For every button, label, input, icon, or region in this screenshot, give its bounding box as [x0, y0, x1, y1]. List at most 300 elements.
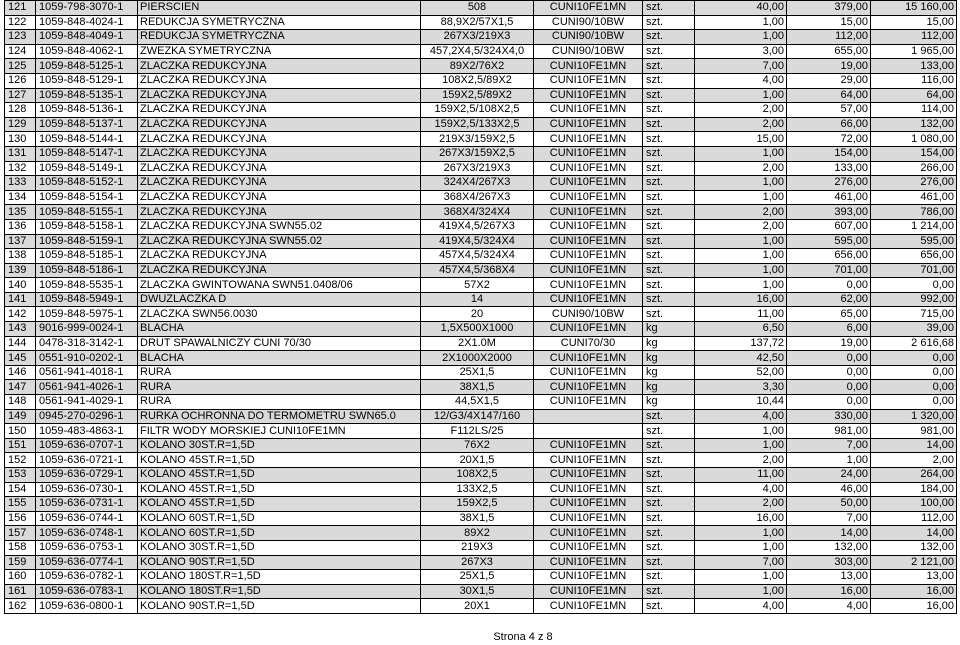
unit-price-cell: 72,00	[787, 132, 871, 147]
table-row	[5, 511, 957, 526]
item-name-cell: ZLACZKA REDUKCYJNA	[138, 205, 421, 220]
unit-cell: szt.	[643, 117, 695, 132]
total-value-cell: 701,00	[871, 263, 957, 278]
item-name-cell: RURA	[138, 395, 421, 410]
quantity-cell: 2,00	[695, 497, 787, 512]
material-cell: CUNI10FE1MN	[534, 234, 643, 249]
item-code-cell: 1059-848-5149-1	[36, 161, 138, 176]
quantity-cell: 1,00	[695, 278, 787, 293]
unit-cell: szt.	[643, 540, 695, 555]
total-value-cell: 0,00	[871, 395, 957, 410]
table-row	[5, 526, 957, 541]
dimensions-cell: 219X3/159X2,5	[421, 132, 534, 147]
quantity-cell: 1,00	[695, 249, 787, 264]
item-code-cell: 1059-636-0774-1	[36, 555, 138, 570]
dimensions-cell: 25X1,5	[421, 365, 534, 380]
item-name-cell: KOLANO 45ST.R=1,5D	[138, 482, 421, 497]
unit-price-cell: 0,00	[787, 351, 871, 366]
table-row	[5, 73, 957, 88]
item-code-cell: 0551-910-0202-1	[36, 351, 138, 366]
unit-price-cell: 14,00	[787, 526, 871, 541]
item-code-cell: 1059-848-5154-1	[36, 190, 138, 205]
material-cell: CUNI10FE1MN	[534, 278, 643, 293]
material-cell: CUNI10FE1MN	[534, 176, 643, 191]
dimensions-cell: 76X2	[421, 438, 534, 453]
unit-cell: szt.	[643, 526, 695, 541]
dimensions-cell: 368X4/324X4	[421, 205, 534, 220]
row-number-cell: 150	[5, 424, 36, 439]
row-number-cell: 156	[5, 511, 36, 526]
dimensions-cell: 14	[421, 292, 534, 307]
item-name-cell: ZLACZKA REDUKCYJNA SWN55.02	[138, 234, 421, 249]
table-row	[5, 278, 957, 293]
dimensions-cell: 219X3	[421, 540, 534, 555]
total-value-cell: 656,00	[871, 249, 957, 264]
table-row	[5, 351, 957, 366]
unit-price-cell: 24,00	[787, 468, 871, 483]
unit-cell: szt.	[643, 219, 695, 234]
material-cell: CUNI10FE1MN	[534, 380, 643, 395]
total-value-cell: 116,00	[871, 73, 957, 88]
unit-cell: szt.	[643, 409, 695, 424]
unit-cell: szt.	[643, 15, 695, 30]
total-value-cell: 112,00	[871, 511, 957, 526]
table-row	[5, 263, 957, 278]
table-row	[5, 570, 957, 585]
total-value-cell: 15,00	[871, 15, 957, 30]
table-row	[5, 438, 957, 453]
unit-cell: szt.	[643, 453, 695, 468]
unit-cell: szt.	[643, 278, 695, 293]
total-value-cell: 2 616,68	[871, 336, 957, 351]
unit-cell: szt.	[643, 584, 695, 599]
quantity-cell: 2,00	[695, 161, 787, 176]
item-name-cell: BLACHA	[138, 322, 421, 337]
item-code-cell: 1059-848-5136-1	[36, 103, 138, 118]
unit-price-cell: 303,00	[787, 555, 871, 570]
unit-price-cell: 57,00	[787, 103, 871, 118]
total-value-cell: 0,00	[871, 278, 957, 293]
table-row	[5, 146, 957, 161]
row-number-cell: 140	[5, 278, 36, 293]
unit-cell: szt.	[643, 59, 695, 74]
table-row	[5, 555, 957, 570]
quantity-cell: 3,00	[695, 44, 787, 59]
unit-price-cell: 16,00	[787, 584, 871, 599]
item-code-cell: 1059-848-5949-1	[36, 292, 138, 307]
quantity-cell: 15,00	[695, 132, 787, 147]
unit-cell: szt.	[643, 73, 695, 88]
material-cell: CUNI90/10BW	[534, 44, 643, 59]
item-name-cell: KOLANO 180ST.R=1,5D	[138, 584, 421, 599]
total-value-cell: 114,00	[871, 103, 957, 118]
item-code-cell: 1059-636-0729-1	[36, 468, 138, 483]
unit-price-cell: 154,00	[787, 146, 871, 161]
quantity-cell: 137,72	[695, 336, 787, 351]
quantity-cell: 2,00	[695, 205, 787, 220]
table-row	[5, 219, 957, 234]
table-row	[5, 117, 957, 132]
unit-cell: kg	[643, 380, 695, 395]
row-number-cell: 136	[5, 219, 36, 234]
material-cell: CUNI10FE1MN	[534, 599, 643, 614]
dimensions-cell: 267X3/219X3	[421, 161, 534, 176]
total-value-cell: 992,00	[871, 292, 957, 307]
item-code-cell: 1059-636-0783-1	[36, 584, 138, 599]
unit-price-cell: 981,00	[787, 424, 871, 439]
item-name-cell: ZLACZKA REDUKCYJNA	[138, 249, 421, 264]
quantity-cell: 11,00	[695, 468, 787, 483]
row-number-cell: 124	[5, 44, 36, 59]
material-cell: CUNI10FE1MN	[534, 59, 643, 74]
unit-price-cell: 393,00	[787, 205, 871, 220]
unit-cell: szt.	[643, 424, 695, 439]
quantity-cell: 16,00	[695, 292, 787, 307]
row-number-cell: 128	[5, 103, 36, 118]
material-cell: CUNI10FE1MN	[534, 365, 643, 380]
item-code-cell: 0478-318-3142-1	[36, 336, 138, 351]
unit-price-cell: 66,00	[787, 117, 871, 132]
quantity-cell: 2,00	[695, 103, 787, 118]
table-row	[5, 30, 957, 45]
unit-cell: szt.	[643, 570, 695, 585]
item-name-cell: ZLACZKA REDUKCYJNA	[138, 132, 421, 147]
material-cell: CUNI10FE1MN	[534, 395, 643, 410]
quantity-cell: 7,00	[695, 555, 787, 570]
material-cell: CUNI10FE1MN	[534, 482, 643, 497]
quantity-cell: 4,00	[695, 482, 787, 497]
item-name-cell: KOLANO 45ST.R=1,5D	[138, 497, 421, 512]
item-name-cell: KOLANO 60ST.R=1,5D	[138, 511, 421, 526]
material-cell: CUNI10FE1MN	[534, 249, 643, 264]
items-table	[4, 0, 957, 614]
dimensions-cell: 20X1,5	[421, 453, 534, 468]
unit-price-cell: 0,00	[787, 278, 871, 293]
unit-cell: kg	[643, 395, 695, 410]
unit-price-cell: 112,00	[787, 30, 871, 45]
table-row	[5, 584, 957, 599]
unit-cell: szt.	[643, 146, 695, 161]
unit-price-cell: 62,00	[787, 292, 871, 307]
item-name-cell: RURKA OCHRONNA DO TERMOMETRU SWN65.0	[138, 409, 421, 424]
unit-price-cell: 50,00	[787, 497, 871, 512]
row-number-cell: 143	[5, 322, 36, 337]
dimensions-cell: 38X1,5	[421, 511, 534, 526]
total-value-cell: 112,00	[871, 30, 957, 45]
total-value-cell: 715,00	[871, 307, 957, 322]
table-row	[5, 365, 957, 380]
dimensions-cell: 89X2	[421, 526, 534, 541]
dimensions-cell: 267X3/159X2,5	[421, 146, 534, 161]
quantity-cell: 1,00	[695, 584, 787, 599]
table-row	[5, 44, 957, 59]
row-number-cell: 131	[5, 146, 36, 161]
row-number-cell: 148	[5, 395, 36, 410]
total-value-cell: 266,00	[871, 161, 957, 176]
total-value-cell: 39,00	[871, 322, 957, 337]
quantity-cell: 10,44	[695, 395, 787, 410]
unit-cell: szt.	[643, 263, 695, 278]
item-code-cell: 1059-636-0782-1	[36, 570, 138, 585]
unit-price-cell: 655,00	[787, 44, 871, 59]
table-row	[5, 103, 957, 118]
unit-cell: szt.	[643, 307, 695, 322]
item-code-cell: 1059-636-0748-1	[36, 526, 138, 541]
item-code-cell: 1059-848-5137-1	[36, 117, 138, 132]
total-value-cell: 2,00	[871, 453, 957, 468]
item-name-cell: ZWEZKA SYMETRYCZNA	[138, 44, 421, 59]
item-code-cell: 1059-848-5129-1	[36, 73, 138, 88]
dimensions-cell: 457,2X4,5/324X4,0	[421, 44, 534, 59]
row-number-cell: 155	[5, 497, 36, 512]
row-number-cell: 127	[5, 88, 36, 103]
unit-price-cell: 65,00	[787, 307, 871, 322]
row-number-cell: 158	[5, 540, 36, 555]
item-name-cell: KOLANO 30ST.R=1,5D	[138, 438, 421, 453]
item-name-cell: ZLACZKA SWN56.0030	[138, 307, 421, 322]
row-number-cell: 121	[5, 1, 36, 16]
row-number-cell: 137	[5, 234, 36, 249]
total-value-cell: 14,00	[871, 438, 957, 453]
row-number-cell: 154	[5, 482, 36, 497]
table-row	[5, 395, 957, 410]
table-row	[5, 249, 957, 264]
item-name-cell: ZLACZKA REDUKCYJNA	[138, 59, 421, 74]
table-row	[5, 234, 957, 249]
row-number-cell: 134	[5, 190, 36, 205]
unit-price-cell: 0,00	[787, 380, 871, 395]
unit-price-cell: 461,00	[787, 190, 871, 205]
item-name-cell: ZLACZKA REDUKCYJNA	[138, 73, 421, 88]
item-code-cell: 1059-848-5152-1	[36, 176, 138, 191]
table-row	[5, 424, 957, 439]
dimensions-cell: 25X1,5	[421, 570, 534, 585]
total-value-cell: 132,00	[871, 540, 957, 555]
item-code-cell: 1059-798-3070-1	[36, 1, 138, 16]
quantity-cell: 6,50	[695, 322, 787, 337]
material-cell: CUNI10FE1MN	[534, 73, 643, 88]
quantity-cell: 42,50	[695, 351, 787, 366]
row-number-cell: 146	[5, 365, 36, 380]
row-number-cell: 153	[5, 468, 36, 483]
dimensions-cell: 89X2/76X2	[421, 59, 534, 74]
total-value-cell: 64,00	[871, 88, 957, 103]
quantity-cell: 1,00	[695, 15, 787, 30]
table-row	[5, 380, 957, 395]
total-value-cell: 1 080,00	[871, 132, 957, 147]
table-row	[5, 540, 957, 555]
material-cell	[534, 409, 643, 424]
unit-cell: szt.	[643, 30, 695, 45]
quantity-cell: 2,00	[695, 219, 787, 234]
item-code-cell: 1059-636-0800-1	[36, 599, 138, 614]
quantity-cell: 1,00	[695, 438, 787, 453]
material-cell: CUNI10FE1MN	[534, 219, 643, 234]
quantity-cell: 1,00	[695, 88, 787, 103]
unit-price-cell: 7,00	[787, 438, 871, 453]
material-cell: CUNI10FE1MN	[534, 497, 643, 512]
total-value-cell: 2 121,00	[871, 555, 957, 570]
table-row	[5, 15, 957, 30]
item-code-cell: 1059-636-0707-1	[36, 438, 138, 453]
dimensions-cell: 457X4,5/324X4	[421, 249, 534, 264]
total-value-cell: 786,00	[871, 205, 957, 220]
total-value-cell: 981,00	[871, 424, 957, 439]
item-code-cell: 0561-941-4018-1	[36, 365, 138, 380]
dimensions-cell: 419X4,5/324X4	[421, 234, 534, 249]
unit-cell: szt.	[643, 44, 695, 59]
unit-price-cell: 64,00	[787, 88, 871, 103]
dimensions-cell: 159X2,5/108X2,5	[421, 103, 534, 118]
dimensions-cell: 30X1,5	[421, 584, 534, 599]
material-cell: CUNI10FE1MN	[534, 1, 643, 16]
item-code-cell: 1059-848-5186-1	[36, 263, 138, 278]
material-cell: CUNI10FE1MN	[534, 263, 643, 278]
item-name-cell: REDUKCJA SYMETRYCZNA	[138, 15, 421, 30]
item-code-cell: 0561-941-4026-1	[36, 380, 138, 395]
dimensions-cell: 108X2,5/89X2	[421, 73, 534, 88]
quantity-cell: 40,00	[695, 1, 787, 16]
unit-cell: szt.	[643, 1, 695, 16]
unit-cell: kg	[643, 351, 695, 366]
total-value-cell: 16,00	[871, 584, 957, 599]
table-row	[5, 599, 957, 614]
unit-cell: kg	[643, 322, 695, 337]
quantity-cell: 4,00	[695, 599, 787, 614]
unit-price-cell: 15,00	[787, 15, 871, 30]
item-name-cell: KOLANO 45ST.R=1,5D	[138, 453, 421, 468]
row-number-cell: 161	[5, 584, 36, 599]
item-name-cell: RURA	[138, 365, 421, 380]
dimensions-cell: 159X2,5/89X2	[421, 88, 534, 103]
unit-price-cell: 607,00	[787, 219, 871, 234]
item-code-cell: 1059-848-5135-1	[36, 88, 138, 103]
page-number: Strona 4 z 8	[493, 631, 553, 643]
table-body	[5, 1, 957, 614]
row-number-cell: 149	[5, 409, 36, 424]
dimensions-cell: F112LS/25	[421, 424, 534, 439]
row-number-cell: 129	[5, 117, 36, 132]
item-code-cell: 1059-848-5144-1	[36, 132, 138, 147]
quantity-cell: 2,00	[695, 453, 787, 468]
total-value-cell: 264,00	[871, 468, 957, 483]
quantity-cell: 2,00	[695, 117, 787, 132]
quantity-cell: 1,00	[695, 146, 787, 161]
table-row	[5, 88, 957, 103]
unit-cell: szt.	[643, 161, 695, 176]
quantity-cell: 1,00	[695, 263, 787, 278]
item-code-cell: 1059-483-4863-1	[36, 424, 138, 439]
unit-price-cell: 656,00	[787, 249, 871, 264]
total-value-cell: 595,00	[871, 234, 957, 249]
quantity-cell: 7,00	[695, 59, 787, 74]
table-row	[5, 190, 957, 205]
item-name-cell: PIERSCIEN	[138, 1, 421, 16]
table-row	[5, 292, 957, 307]
dimensions-cell: 20X1	[421, 599, 534, 614]
row-number-cell: 147	[5, 380, 36, 395]
item-name-cell: ZLACZKA REDUKCYJNA	[138, 103, 421, 118]
total-value-cell: 461,00	[871, 190, 957, 205]
total-value-cell: 15 160,00	[871, 1, 957, 16]
item-name-cell: ZLACZKA REDUKCYJNA	[138, 161, 421, 176]
material-cell: CUNI10FE1MN	[534, 540, 643, 555]
row-number-cell: 122	[5, 15, 36, 30]
item-name-cell: DWUZLACZKA D	[138, 292, 421, 307]
table-row	[5, 1, 957, 16]
total-value-cell: 154,00	[871, 146, 957, 161]
item-code-cell: 1059-848-5535-1	[36, 278, 138, 293]
quantity-cell: 1,00	[695, 526, 787, 541]
table-row	[5, 409, 957, 424]
dimensions-cell: 457X4,5/368X4	[421, 263, 534, 278]
material-cell: CUNI10FE1MN	[534, 146, 643, 161]
dimensions-cell: 368X4/267X3	[421, 190, 534, 205]
unit-cell: szt.	[643, 176, 695, 191]
item-name-cell: ZLACZKA REDUKCYJNA	[138, 190, 421, 205]
dimensions-cell: 2X1.0M	[421, 336, 534, 351]
material-cell	[534, 424, 643, 439]
table-row	[5, 322, 957, 337]
item-code-cell: 1059-848-5125-1	[36, 59, 138, 74]
quantity-cell: 1,00	[695, 234, 787, 249]
total-value-cell: 14,00	[871, 526, 957, 541]
total-value-cell: 0,00	[871, 365, 957, 380]
material-cell: CUNI10FE1MN	[534, 322, 643, 337]
dimensions-cell: 267X3/219X3	[421, 30, 534, 45]
unit-price-cell: 701,00	[787, 263, 871, 278]
unit-price-cell: 7,00	[787, 511, 871, 526]
total-value-cell: 1 214,00	[871, 219, 957, 234]
item-name-cell: ZLACZKA REDUKCYJNA	[138, 146, 421, 161]
item-name-cell: ZLACZKA REDUKCYJNA	[138, 117, 421, 132]
item-code-cell: 9016-999-0024-1	[36, 322, 138, 337]
quantity-cell: 1,00	[695, 190, 787, 205]
item-code-cell: 1059-848-5158-1	[36, 219, 138, 234]
table-row	[5, 497, 957, 512]
unit-price-cell: 19,00	[787, 336, 871, 351]
total-value-cell: 1 965,00	[871, 44, 957, 59]
unit-price-cell: 29,00	[787, 73, 871, 88]
material-cell: CUNI10FE1MN	[534, 190, 643, 205]
material-cell: CUNI10FE1MN	[534, 351, 643, 366]
item-code-cell: 1059-848-4024-1	[36, 15, 138, 30]
dimensions-cell: 324X4/267X3	[421, 176, 534, 191]
item-code-cell: 0561-941-4029-1	[36, 395, 138, 410]
total-value-cell: 132,00	[871, 117, 957, 132]
item-code-cell: 1059-848-5155-1	[36, 205, 138, 220]
item-code-cell: 1059-848-5975-1	[36, 307, 138, 322]
item-name-cell: ZLACZKA REDUKCYJNA	[138, 88, 421, 103]
unit-price-cell: 19,00	[787, 59, 871, 74]
dimensions-cell: 88,9X2/57X1,5	[421, 15, 534, 30]
dimensions-cell: 1,5X500X1000	[421, 322, 534, 337]
row-number-cell: 123	[5, 30, 36, 45]
table-row	[5, 482, 957, 497]
unit-price-cell: 6,00	[787, 322, 871, 337]
item-code-cell: 1059-636-0731-1	[36, 497, 138, 512]
item-name-cell: ZLACZKA REDUKCYJNA	[138, 176, 421, 191]
dimensions-cell: 20	[421, 307, 534, 322]
material-cell: CUNI10FE1MN	[534, 584, 643, 599]
row-number-cell: 130	[5, 132, 36, 147]
material-cell: CUNI10FE1MN	[534, 161, 643, 176]
unit-cell: kg	[643, 365, 695, 380]
item-name-cell: ZLACZKA GWINTOWANA SWN51.0408/06	[138, 278, 421, 293]
total-value-cell: 13,00	[871, 570, 957, 585]
material-cell: CUNI10FE1MN	[534, 132, 643, 147]
table-row	[5, 59, 957, 74]
